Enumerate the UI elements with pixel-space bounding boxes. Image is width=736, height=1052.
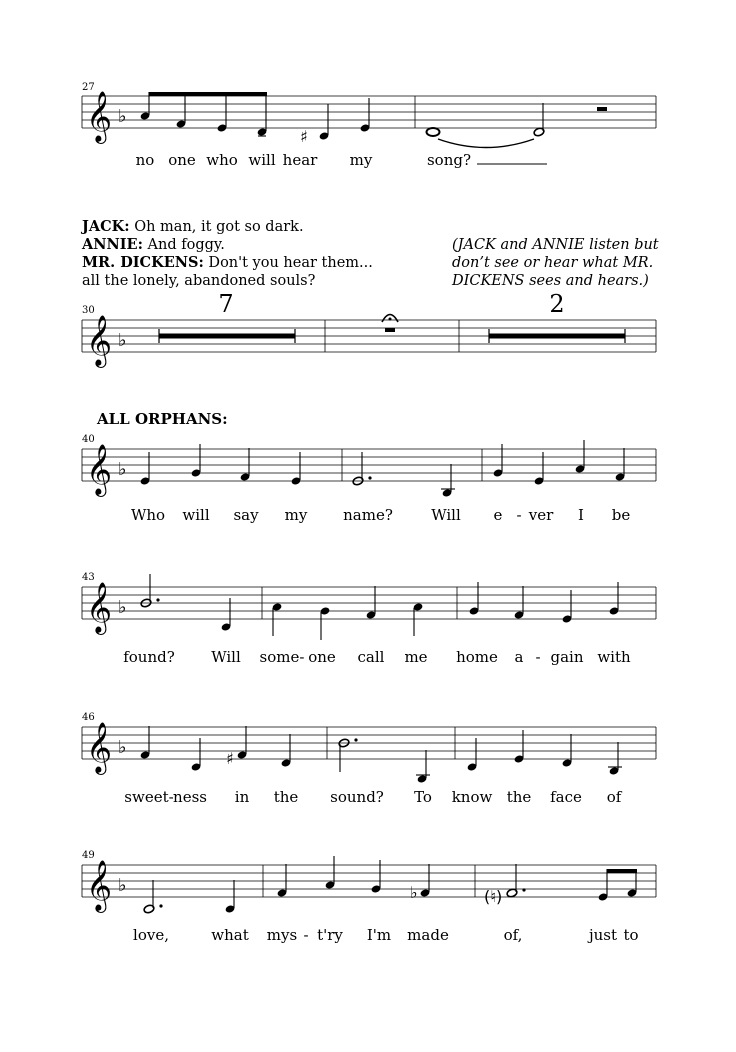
lyric-syllable: ver <box>528 506 554 524</box>
lyric-syllable: mys <box>266 926 298 944</box>
flat-key-signature: ♭ <box>118 875 127 896</box>
lyric-syllable: what <box>211 926 249 944</box>
lyric-syllable: Who <box>130 506 166 524</box>
lyric-syllable: the <box>506 788 532 806</box>
spoken-line: Don't you hear them... <box>203 255 373 271</box>
lyric-syllable: Will <box>431 506 461 524</box>
lyric-syllable: song? <box>426 151 472 169</box>
flat-key-signature: ♭ <box>118 459 127 480</box>
measure-number: 49 <box>82 850 95 861</box>
lyric-syllable: one <box>308 648 336 666</box>
svg-text:♯: ♯ <box>300 127 308 146</box>
measure-number: 40 <box>82 434 95 445</box>
lyric-syllable: no <box>135 151 155 169</box>
measure-number: 27 <box>82 82 95 93</box>
lyric-syllable: my <box>349 151 373 169</box>
treble-clef-icon: 𝄞 <box>86 91 113 142</box>
lyric-syllable: will <box>248 151 276 169</box>
lyric-syllable: gain <box>550 648 584 666</box>
flat-key-signature: ♭ <box>118 597 127 618</box>
lyric-syllable: made <box>407 926 449 944</box>
lyric-syllable: call <box>357 648 385 666</box>
flat-key-signature: ♭ <box>118 330 127 351</box>
dialogue-line-dickens-cont: all the lonely, abandoned souls? <box>82 273 316 289</box>
lyric-syllable: with <box>597 648 631 666</box>
character-name: ANNIE: <box>82 236 143 253</box>
treble-clef-icon: 𝄞 <box>86 315 113 366</box>
character-name: MR. DICKENS: <box>82 254 204 271</box>
flat-key-signature: ♭ <box>118 737 127 758</box>
lyric-syllable: name? <box>343 506 393 524</box>
lyric-syllable: To <box>414 788 432 806</box>
treble-clef-icon: 𝄞 <box>86 722 113 773</box>
lyric-syllable: just <box>588 926 618 944</box>
multimeasure-rest-count: 7 <box>218 290 234 318</box>
svg-text:♯: ♯ <box>226 749 234 768</box>
treble-clef-icon: 𝄞 <box>86 444 113 495</box>
lyric-syllable: one <box>168 151 196 169</box>
flat-key-signature: ♭ <box>118 106 127 127</box>
lyric-syllable: t'ry <box>317 926 343 944</box>
treble-clef-icon: 𝄞 <box>86 860 113 911</box>
measure-number: 43 <box>82 572 95 583</box>
lyric-syllable: - <box>516 506 522 524</box>
lyric-syllable: I <box>578 506 584 524</box>
lyric-syllable: will <box>182 506 210 524</box>
lyric-syllable: sound? <box>330 788 384 806</box>
lyric-syllable: - <box>535 648 541 666</box>
lyric-syllable: I'm <box>366 926 392 944</box>
stage-direction: don’t see or hear what MR. <box>452 255 654 271</box>
svg-text:♭: ♭ <box>410 883 418 902</box>
lyric-syllable: some- <box>259 648 305 666</box>
lyric-syllable: e <box>493 506 503 524</box>
treble-clef-icon: 𝄞 <box>86 582 113 633</box>
lyric-syllable: in <box>234 788 250 806</box>
lyric-syllable: ness <box>173 788 207 806</box>
lyric-syllable: sweet- <box>124 788 174 806</box>
lyric-syllable: be <box>611 506 631 524</box>
lyric-syllable: of <box>606 788 622 806</box>
measure-number: 46 <box>82 712 95 723</box>
lyric-syllable: to <box>623 926 639 944</box>
lyric-syllable: know <box>451 788 493 806</box>
spoken-line: Oh man, it got so dark. <box>129 219 304 235</box>
character-name: JACK: <box>82 218 130 235</box>
lyric-syllable: home <box>456 648 498 666</box>
lyric-syllable: say <box>233 506 259 524</box>
measure-number: 30 <box>82 305 95 316</box>
multimeasure-rest-count: 2 <box>549 290 565 318</box>
lyric-syllable: of, <box>503 926 523 944</box>
lyric-syllable: face <box>550 788 582 806</box>
lyric-syllable: hear <box>282 151 318 169</box>
stage-direction: DICKENS sees and hears.) <box>452 273 649 289</box>
lyric-syllable: me <box>404 648 428 666</box>
lyric-syllable: - <box>303 926 309 944</box>
lyric-syllable: the <box>273 788 299 806</box>
spoken-line: And foggy. <box>142 237 225 253</box>
lyric-syllable: love, <box>133 926 169 944</box>
svg-text:(♮): (♮) <box>484 887 503 906</box>
lyric-syllable: Will <box>211 648 241 666</box>
lyric-syllable: a <box>514 648 524 666</box>
lyric-syllable: my <box>284 506 308 524</box>
lyric-syllable: found? <box>123 648 175 666</box>
stage-direction: (JACK and ANNIE listen but <box>452 237 659 253</box>
section-label: ALL ORPHANS: <box>97 410 228 428</box>
lyric-syllable: who <box>206 151 238 169</box>
